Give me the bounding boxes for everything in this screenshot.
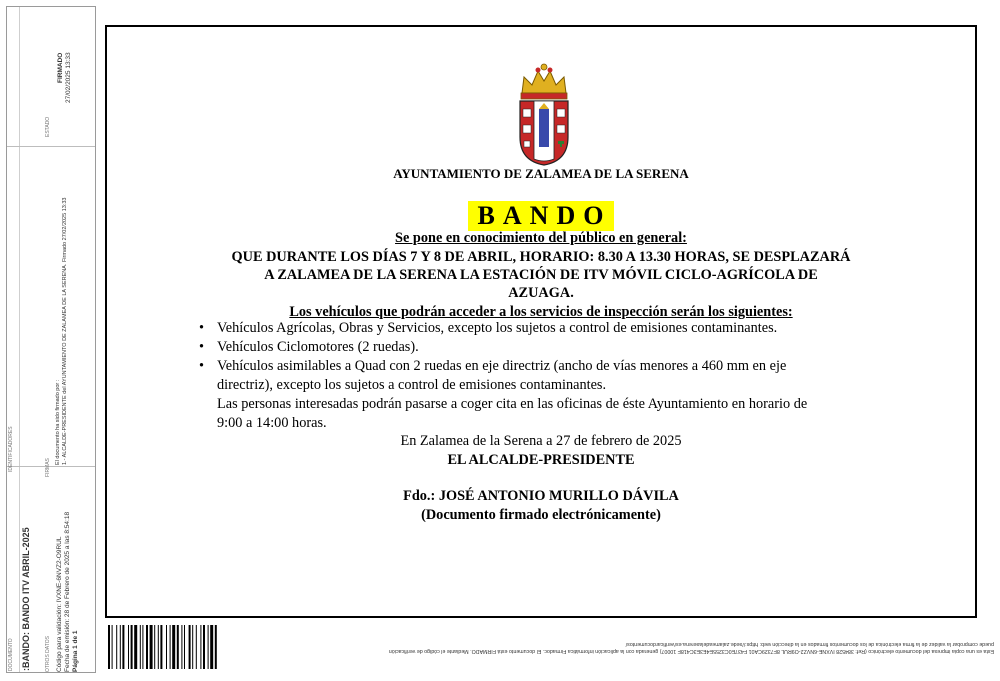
appointment-line1: Las personas interesadas podrán pasarse a coger cita en las oficinas de éste Ayuntamiento en horario de: [217, 396, 808, 412]
identificadores-label: IDENTIFICADORES: [8, 426, 14, 472]
firmas-line2: 1.- ALCALDE-PRESIDENTE del AYUNTAMIENTO DE ZALAMEA DE LA SERENA. Firmado 27/02/2025 13:33: [62, 197, 68, 465]
list-item: • Vehículos Agrícolas, Obras y Servicios, excepto los sujetos a control de emisiones contaminantes.: [199, 319, 919, 338]
firmas-line1: El documento ha sido firmado por :: [55, 379, 61, 465]
notice-frame: [105, 25, 977, 618]
announcement-line3: AZUAGA.: [508, 285, 574, 301]
signer-role: EL ALCALDE-PRESIDENTE: [447, 452, 635, 468]
estado-label: ESTADO: [45, 116, 51, 137]
verification-line1: Esta es una copia impresa del documento electrónico (Ref: 384528 IVXNE-6NVZ2-O9RUL 8F7329CA01 F437E0C3255E4E3E3C418F 10007) generada con la aplicación informática Firmadoc. El documento está FIRMADO. Mediante el código de verificación: [388, 648, 994, 654]
coat-of-arms-icon: [514, 63, 574, 167]
intro-text: Se pone en conocimiento del público en general:: [395, 230, 687, 246]
signed-note: (Documento firmado electrónicamente): [421, 507, 661, 523]
place-date: En Zalamea de la Serena a 27 de febrero de 2025: [400, 433, 682, 449]
firmas-section: [7, 147, 95, 477]
otros-datos-label: OTROS DATOS: [45, 636, 51, 672]
list-item: • Vehículos Ciclomotores (2 ruedas).: [199, 338, 919, 357]
pagina: Página 1 de 1: [72, 630, 79, 672]
appointment-line2: 9:00 a 14:00 horas.: [217, 415, 327, 431]
vehicle-list: [199, 319, 919, 376]
codigo-validacion: Código para validación: IVXNE-6NVZ2-O9RUL: [56, 536, 63, 672]
verification-line2: puede comprobar la validez de la firma electrónica de los documentos firmados en la dirección web: https://sede.zalameadelaserena.es/verificardocumentos/: [625, 641, 994, 647]
institution-name: AYUNTAMIENTO DE ZALAMEA DE LA SERENA: [393, 166, 689, 181]
verification-footer: [288, 640, 994, 654]
firmas-label: FIRMAS: [45, 458, 51, 477]
notice-title: BANDO: [468, 201, 615, 231]
fecha-emision: Fecha de emisión: 28 de Febrero de 2025 a las 8:54:18: [64, 511, 71, 672]
estado-date: 27/02/2025 13:33: [65, 52, 72, 103]
vehicle3-continuation: directriz), excepto los sujetos a control de emisiones contaminantes.: [217, 377, 607, 393]
documento-value: :BANDO: BANDO ITV ABRIL-2025: [21, 527, 31, 671]
title-wrap: [107, 201, 975, 231]
documento-label: DOCUMENTO: [8, 638, 14, 671]
barcode-icon: [108, 625, 278, 669]
estado-section: [7, 7, 95, 147]
list-item: • Vehículos asimilables a Quad con 2 ruedas en eje directriz (ancho de vías menores a 460 mm en eje: [199, 357, 919, 376]
vehicles-heading: Los vehículos que podrán acceder a los servicios de inspección serán los siguientes:: [289, 304, 793, 320]
announcement-line1: QUE DURANTE LOS DÍAS 7 Y 8 DE ABRIL, HORARIO: 8.30 A 13.30 HORAS, SE DESPLAZARÁ: [231, 249, 851, 265]
announcement-line2: A ZALAMEA DE LA SERENA LA ESTACIÓN DE ITV MÓVIL CICLO-AGRÍCOLA DE: [264, 267, 818, 283]
signed-by: Fdo.: JOSÉ ANTONIO MURILLO DÁVILA: [403, 488, 679, 504]
estado-value: FIRMADO: [57, 52, 64, 83]
metadata-strip: [6, 6, 96, 673]
